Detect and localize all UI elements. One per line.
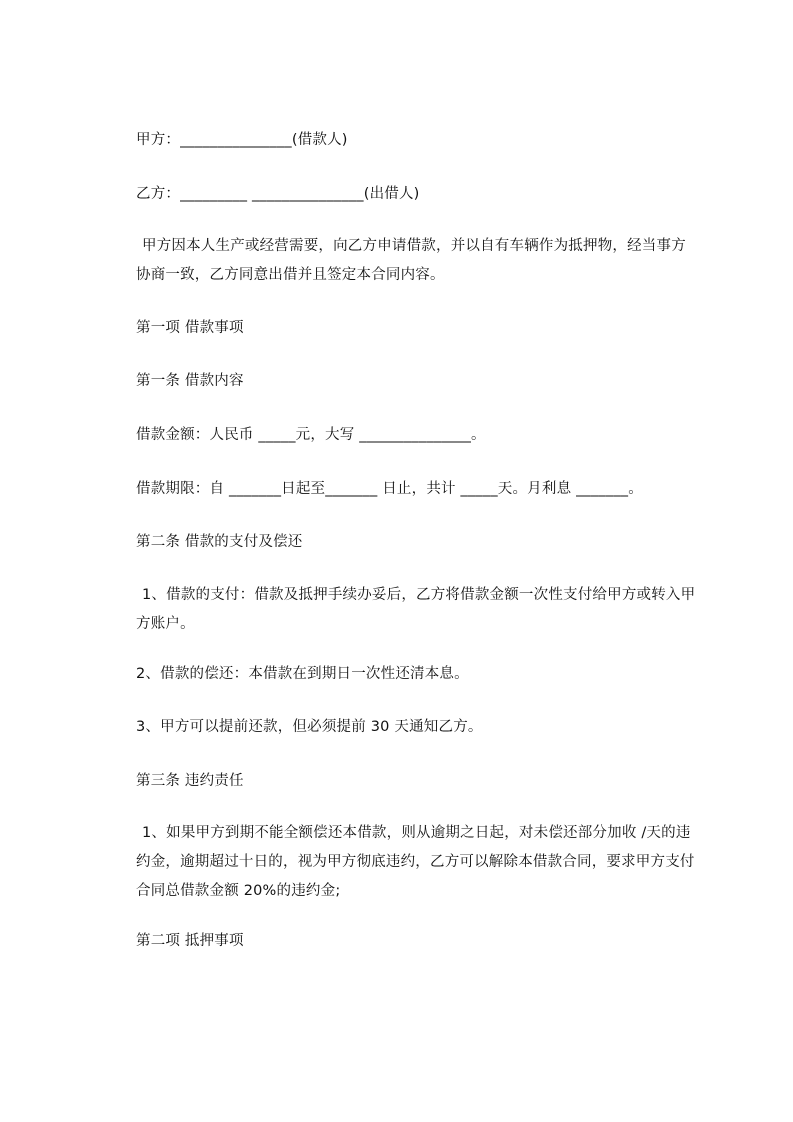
loan-term-line: 借款期限：自 _______日起至_______ 日止，共计 _____天。月利息 _______。 [136,481,643,497]
breach-clause: 1、如果甲方到期不能全额偿还本借款，则从逾期之日起，对未偿还部分加收 /天的违约金，逾期超过十日的，视为甲方彻底违约，乙方可以解除本借款合同，要求甲方支付合同总借款金额 20%的违约金; [136,825,695,899]
section-one-title: 第一项 借款事项 [136,320,244,336]
section-two-title: 第二项 抵押事项 [136,933,244,949]
party-a-line: 甲方：_______________(借款人) [136,132,348,148]
article-one-title: 第一条 借款内容 [136,373,244,389]
intro-paragraph: 甲方因本人生产或经营需要，向乙方申请借款，并以自有车辆作为抵押物，经当事方协商一致，乙方同意出借并且签定本合同内容。 [136,238,686,283]
payment-clause: 1、借款的支付：借款及抵押手续办妥后，乙方将借款金额一次性支付给甲方或转入甲方账户。 [136,587,696,632]
loan-amount-line: 借款金额：人民币 _____元，大写 _______________。 [136,427,486,443]
repayment-clause: 2、借款的偿还：本借款在到期日一次性还清本息。 [136,666,469,682]
early-repayment-clause: 3、甲方可以提前还款，但必须提前 30 天通知乙方。 [136,719,483,735]
party-b-line: 乙方：_________ _______________(出借人) [136,186,420,202]
article-two-title: 第二条 借款的支付及偿还 [136,534,303,550]
article-three-title: 第三条 违约责任 [136,773,244,789]
